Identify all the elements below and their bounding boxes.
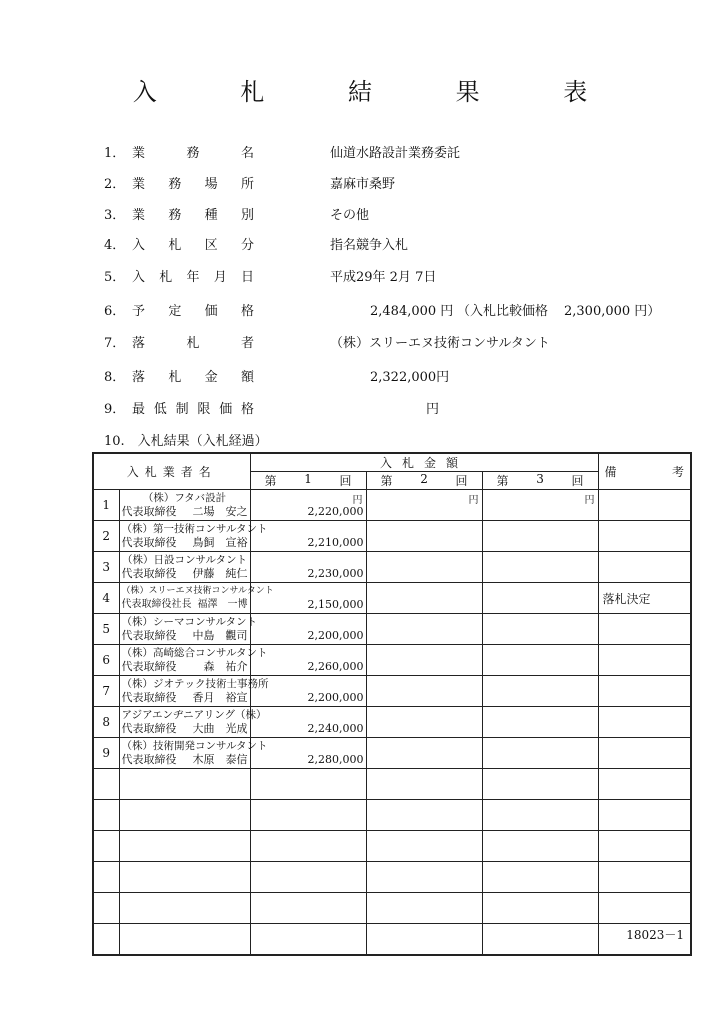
table-row — [93, 831, 691, 862]
remark-cell — [598, 769, 691, 800]
round-3-amount — [482, 707, 598, 738]
remark-cell — [598, 862, 691, 893]
bidder-company: （株）日設コンサルタント — [121, 554, 248, 566]
remark-cell — [598, 645, 691, 676]
bidder-company: （株）第一技術コンサルタント — [121, 523, 268, 535]
round-3-amount — [482, 738, 598, 769]
row-number: 1 — [93, 490, 119, 521]
bidder-representative: 代表取締役 鳥飼 宣裕 — [121, 536, 248, 549]
yen-unit: 円 — [468, 495, 479, 506]
info-number: 7． — [104, 336, 126, 351]
bidder-representative: 代表取締役 二場 安之 — [121, 505, 248, 518]
info-value: 仙道水路設計業務委託 — [330, 146, 461, 161]
table-row — [93, 707, 691, 738]
info-label: 入 札 区 分 — [132, 238, 254, 253]
table-row — [93, 583, 691, 614]
info-value: 2,322,000円 — [370, 370, 450, 385]
round-3-amount — [482, 521, 598, 552]
row-number: 4 — [93, 583, 119, 614]
row-number — [93, 862, 119, 893]
page-code: 18023－1 — [626, 928, 684, 942]
bid-rows — [93, 490, 691, 956]
round-1-amount — [250, 800, 366, 831]
table-row — [93, 676, 691, 707]
info-label: 業 務 名 — [132, 146, 254, 161]
bidder-cell — [119, 614, 258, 645]
bidder-company: （株）高崎総合コンサルタント — [121, 647, 268, 659]
round-1-amount — [250, 614, 366, 645]
remark-cell — [598, 521, 691, 552]
row-number: 2 — [93, 521, 119, 552]
info-value: その他 — [330, 208, 370, 223]
table-row — [93, 893, 691, 924]
header-bid-amount: 入札金額 — [250, 453, 598, 472]
row-number — [93, 831, 119, 862]
round-1-amount — [250, 924, 366, 956]
header-remark: 備 考 — [598, 453, 691, 490]
round-3-amount — [482, 769, 598, 800]
info-number: 2． — [104, 177, 126, 192]
bidder-cell — [119, 583, 274, 614]
round-3-amount — [482, 893, 598, 924]
bidder-cell — [119, 769, 250, 800]
remark-cell — [598, 614, 691, 645]
info-label: 業 務 場 所 — [132, 177, 254, 192]
round-1-amount — [250, 893, 366, 924]
bid-amount-value: 2,280,000 — [307, 753, 364, 766]
round-1-amount — [250, 831, 366, 862]
round-3-amount — [482, 490, 598, 521]
round-2-amount — [366, 676, 482, 707]
bidder-cell — [119, 862, 250, 893]
row-number: 8 — [93, 707, 119, 738]
bid-amount-value: 2,230,000 — [307, 567, 364, 580]
bidder-cell — [119, 738, 268, 769]
round-1-amount — [250, 645, 366, 676]
round-2-amount — [366, 800, 482, 831]
info-value: 2,484,000 円 — [370, 304, 454, 319]
bidder-cell — [119, 893, 250, 924]
info-number: 5． — [104, 270, 126, 285]
table-row — [93, 738, 691, 769]
round-3-amount — [482, 831, 598, 862]
round-1-amount — [250, 738, 366, 769]
remark-cell — [598, 831, 691, 862]
header-bidder-name: 入札業者名 — [93, 453, 250, 490]
table-row — [93, 924, 691, 956]
remark-cell — [598, 800, 691, 831]
round-3-amount — [482, 583, 598, 614]
row-number — [93, 800, 119, 831]
table-row — [93, 769, 691, 800]
info-number: 1． — [104, 146, 126, 161]
bidder-company: （株）ジオテック技術士事務所 — [121, 678, 269, 690]
row-number — [93, 893, 119, 924]
round-2-amount — [366, 552, 482, 583]
result-heading: 10. 入札結果（入札経過） — [104, 434, 268, 449]
round-2-amount — [366, 521, 482, 552]
table-row — [93, 490, 691, 521]
remark-cell — [598, 676, 691, 707]
round-1-amount — [250, 552, 366, 583]
comparison-price-label: （入札比較価格 — [457, 304, 549, 319]
bidder-cell — [119, 831, 250, 862]
info-number: 4． — [104, 238, 126, 253]
bidder-company: （株）フタバ設計 — [142, 492, 227, 504]
remark-cell: 落札決定 — [598, 583, 691, 614]
row-number — [93, 924, 119, 956]
comparison-price-value: 2,300,000 円） — [564, 304, 661, 319]
round-1-amount — [250, 707, 366, 738]
bidder-cell — [119, 490, 250, 521]
table-row — [93, 521, 691, 552]
info-value: 指名競争入札 — [330, 238, 409, 253]
round-1-amount — [250, 769, 366, 800]
info-number: 6． — [104, 304, 126, 319]
info-label: 業 務 種 別 — [132, 208, 254, 223]
bidder-representative: 代表取締役 大曲 光成 — [121, 722, 248, 735]
round-2-amount — [366, 924, 482, 956]
table-row — [93, 614, 691, 645]
round-3-amount — [482, 862, 598, 893]
row-number: 6 — [93, 645, 119, 676]
info-number: 9． — [104, 402, 126, 417]
bidder-cell — [119, 800, 250, 831]
table-row — [93, 862, 691, 893]
remark-cell — [598, 490, 691, 521]
table-row — [93, 645, 691, 676]
round-2-amount — [366, 831, 482, 862]
round-1-amount — [250, 490, 366, 521]
info-label: 入 札 年 月 日 — [132, 270, 254, 285]
bid-amount-value: 2,240,000 — [307, 722, 364, 735]
header-round-2: 第 2 回 — [366, 472, 482, 490]
round-2-amount — [366, 583, 482, 614]
bidder-cell — [119, 676, 269, 707]
round-3-amount — [482, 614, 598, 645]
bidder-representative: 代表取締役 森 祐介 — [121, 660, 248, 673]
info-label: 落 札 者 — [132, 336, 254, 351]
info-value: 嘉麻市桑野 — [330, 177, 396, 192]
bidder-cell — [119, 924, 250, 956]
document-title: 入 札 結 果 表 — [132, 78, 626, 106]
round-2-amount — [366, 490, 482, 521]
bidder-cell — [119, 552, 250, 583]
bidder-company: （株）シーマコンサルタント — [121, 616, 258, 628]
round-1-amount — [250, 583, 366, 614]
yen-unit: 円 — [352, 495, 363, 506]
round-2-amount — [366, 738, 482, 769]
round-3-amount — [482, 800, 598, 831]
round-3-amount — [482, 924, 598, 956]
round-2-amount — [366, 645, 482, 676]
row-number: 5 — [93, 614, 119, 645]
info-number: 8． — [104, 370, 126, 385]
round-3-amount — [482, 645, 598, 676]
info-value: （株）スリーエヌ技術コンサルタント — [330, 336, 550, 351]
round-1-amount — [250, 676, 366, 707]
remark-cell — [598, 738, 691, 769]
round-2-amount — [366, 862, 482, 893]
bidder-company: アジアエンヂニアリング（株） — [121, 709, 267, 721]
round-1-amount — [250, 521, 366, 552]
bidder-cell — [119, 645, 268, 676]
table-row — [93, 800, 691, 831]
bid-amount-value: 2,200,000 — [307, 629, 364, 642]
bidder-representative: 代表取締役 香月 裕宣 — [121, 691, 248, 704]
bidder-representative: 代表取締役 伊藤 純仁 — [121, 567, 248, 580]
bid-amount-value: 2,150,000 — [307, 598, 364, 611]
bid-amount-value: 2,220,000 — [307, 505, 364, 518]
remark-cell — [598, 893, 691, 924]
row-number: 7 — [93, 676, 119, 707]
table-row — [93, 552, 691, 583]
info-value: 平成29年 2月 7日 — [330, 270, 437, 285]
bidder-representative: 代表取締役 木原 泰信 — [121, 753, 248, 766]
round-3-amount — [482, 676, 598, 707]
bidder-company: （株）スリーエヌ技術コンサルタント — [121, 586, 274, 596]
info-label: 最 低 制 限 価 格 — [132, 402, 254, 417]
bid-results-table — [92, 452, 692, 956]
info-label: 落 札 金 額 — [132, 370, 254, 385]
bid-amount-value: 2,200,000 — [307, 691, 364, 704]
round-3-amount — [482, 552, 598, 583]
info-label: 予 定 価 格 — [132, 304, 254, 319]
round-2-amount — [366, 893, 482, 924]
bid-amount-value: 2,210,000 — [307, 536, 364, 549]
bidder-cell — [119, 707, 267, 738]
round-1-amount — [250, 862, 366, 893]
bidder-representative: 代表取締役社長 福澤 一博 — [121, 599, 248, 610]
row-number: 9 — [93, 738, 119, 769]
remark-cell — [598, 552, 691, 583]
bid-amount-value: 2,260,000 — [307, 660, 364, 673]
info-value: 円 — [426, 402, 440, 417]
bidder-company: （株）技術開発コンサルタント — [121, 740, 268, 752]
header-round-3: 第 3 回 — [482, 472, 598, 490]
remark-cell — [598, 707, 691, 738]
bidder-representative: 代表取締役 中島 觀司 — [121, 629, 248, 642]
yen-unit: 円 — [584, 495, 595, 506]
info-number: 3． — [104, 208, 126, 223]
row-number — [93, 769, 119, 800]
round-2-amount — [366, 769, 482, 800]
row-number: 3 — [93, 552, 119, 583]
round-2-amount — [366, 707, 482, 738]
round-2-amount — [366, 614, 482, 645]
bidder-cell — [119, 521, 268, 552]
header-round-1: 第 1 回 — [250, 472, 366, 490]
